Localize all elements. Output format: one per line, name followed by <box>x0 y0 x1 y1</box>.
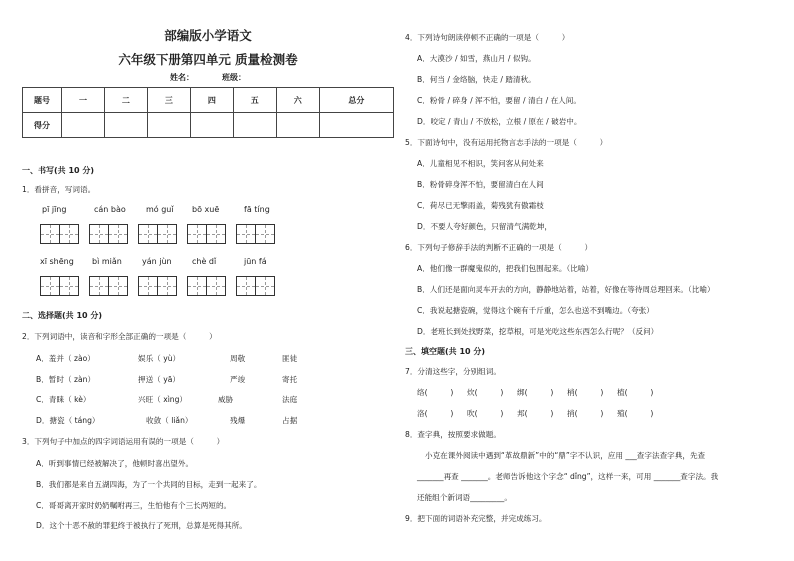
class-label: 班级： <box>222 73 246 82</box>
option-word: 威胁 <box>218 395 234 404</box>
score-cell[interactable] <box>104 113 147 138</box>
student-info <box>22 72 394 83</box>
option-word: D．搪瓷（ táng） <box>36 416 100 425</box>
section1-title: 一、书写(共 10 分) <box>22 166 95 175</box>
pinyin-label: jūn fá <box>244 257 267 266</box>
char-blank[interactable]: 洛( ) <box>417 409 454 418</box>
question-4: 4．下列诗句朗读停顿不正确的一项是（ ） <box>405 33 570 42</box>
writing-grid[interactable] <box>236 276 274 296</box>
exam-title-main: 部编版小学语文 <box>164 28 252 43</box>
char-blank[interactable]: 络( ) <box>417 388 454 397</box>
pinyin-label: cán bào <box>94 205 126 214</box>
score-cell[interactable] <box>319 113 393 138</box>
option-word: 兴旺（ xìng） <box>138 395 188 404</box>
question-3: 3．下列句子中加点的四字词语运用有误的一项是（ ） <box>22 437 225 446</box>
question-9: 9．把下面的词语补充完整，并完成练习。 <box>405 514 547 523</box>
option-line: D．这个十恶不赦的罪犯终于被执行了死刑，总算是死得其所。 <box>36 521 247 530</box>
option-word: A．羞并（ zào） <box>36 354 95 363</box>
question-5: 5．下面诗句中，没有运用托物言志手法的一项是（ ） <box>405 138 608 147</box>
exam-title-sub: 六年级下册第四单元 质量检测卷 <box>118 52 298 67</box>
question-8-text: 小克在课外阅读中遇到“革故鼎新”中的“鼎”字不认识，应用 ___查字法查字典，先查 <box>425 451 706 460</box>
pinyin-label: chè dǐ <box>192 257 217 266</box>
score-cell[interactable] <box>62 113 105 138</box>
pinyin-label: mó guǐ <box>146 205 174 214</box>
option-word: 押送（ yā） <box>138 375 180 384</box>
option-word: 娱乐（ yù） <box>138 354 181 363</box>
pinyin-label: bì miǎn <box>92 257 122 266</box>
option-line: D．咬定 / 青山 / 不放松，立根 / 原在 / 破岩中。 <box>417 117 582 126</box>
score-header-cell: 总分 <box>319 88 393 113</box>
score-header-cell: 三 <box>147 88 190 113</box>
pinyin-label: bō xuē <box>192 205 220 214</box>
score-row-label: 得分 <box>23 113 62 138</box>
option-word: 占据 <box>282 416 298 425</box>
pinyin-label: fā tíng <box>244 205 270 214</box>
option-word: B．暂时（ zàn） <box>36 375 96 384</box>
score-header-cell: 五 <box>233 88 276 113</box>
section2-title: 二、选择题(共 10 分) <box>22 311 103 320</box>
char-blank[interactable]: 绑( ) <box>517 388 554 397</box>
option-word: 周敬 <box>230 354 246 363</box>
option-line: D．不要人夸好颜色，只留清气满乾坤， <box>417 222 552 231</box>
option-word: 收敛（ liǎn） <box>146 416 193 425</box>
pinyin-label: xī shēng <box>40 257 74 266</box>
option-line: C．粉骨 / 碎身 / 浑不怕，要留 / 清白 / 在人间。 <box>417 96 581 105</box>
option-line: C．荷尽已无擎雨盖，菊残犹有傲霜枝 <box>417 201 544 210</box>
option-line: B．何当 / 金络脑，快走 / 踏清秋。 <box>417 75 536 84</box>
score-table <box>22 87 394 138</box>
score-cell[interactable] <box>233 113 276 138</box>
option-line: C．我说起搪瓷碗，觉得这个碗有千斤重，怎么也送不到嘴边。（夸张） <box>417 306 654 315</box>
score-table-score-row <box>23 113 394 138</box>
option-word: C．青睐（ kè） <box>36 395 91 404</box>
score-table-header-row <box>23 88 394 113</box>
char-blank[interactable]: 炊( ) <box>467 388 504 397</box>
question-1: 1．看拼音，写词语。 <box>22 185 96 194</box>
writing-grid[interactable] <box>89 224 127 244</box>
question-7: 7．分清这些字，分别组词。 <box>405 367 501 376</box>
question-8: 8．查字典，按照要求做题。 <box>405 430 501 439</box>
writing-grid[interactable] <box>40 224 78 244</box>
option-line: D．老班长到处找野菜，挖草根，可是光吃这些东西怎么行呢？（反问） <box>417 327 659 336</box>
option-word: 严竣 <box>230 375 246 384</box>
option-line: A．大漠沙 / 如雪，燕山月 / 似钩。 <box>417 54 536 63</box>
option-word: 法庭 <box>282 395 298 404</box>
pinyin-label: yán jùn <box>142 257 172 266</box>
writing-grid[interactable] <box>236 224 274 244</box>
question-8-text: 还能组个新词语_________。 <box>417 493 512 502</box>
char-blank[interactable]: 邦( ) <box>517 409 554 418</box>
option-line: B．粉骨碎身浑不怕，要留清白在人间 <box>417 180 544 189</box>
score-header-cell: 四 <box>190 88 233 113</box>
writing-grid[interactable] <box>40 276 78 296</box>
char-blank[interactable]: 捎( ) <box>567 409 604 418</box>
option-word: 寄托 <box>282 375 298 384</box>
score-header-cell: 二 <box>104 88 147 113</box>
option-line: A．他们像一群魔鬼似的，把我们包围起来。（比喻） <box>417 264 594 273</box>
option-line: B．人们还是面向灵车开去的方向，静静地站着，站着，好像在等待周总理回来。（比喻） <box>417 285 715 294</box>
question-2: 2．下列词语中，读音和字形全部正确的一项是（ ） <box>22 332 217 341</box>
option-word: 匪徒 <box>282 354 298 363</box>
score-header-cell: 题号 <box>23 88 62 113</box>
option-line: C．哥哥离开家时奶奶嘱咐再三，生怕他有个三长两短的。 <box>36 501 232 510</box>
score-header-cell: 一 <box>62 88 105 113</box>
char-blank[interactable]: 殖( ) <box>617 409 654 418</box>
option-line: A．儿童相见不相识，笑问客从何处来 <box>417 159 544 168</box>
score-header-cell: 六 <box>276 88 319 113</box>
writing-grid[interactable] <box>138 276 176 296</box>
score-cell[interactable] <box>190 113 233 138</box>
option-word: 残爆 <box>230 416 246 425</box>
section3-title: 三、填空题(共 10 分) <box>405 347 486 356</box>
name-label: 姓名： <box>170 73 194 82</box>
char-blank[interactable]: 吹( ) <box>467 409 504 418</box>
score-cell[interactable] <box>276 113 319 138</box>
writing-grid[interactable] <box>138 224 176 244</box>
option-line: A．听到事情已经被解决了，他顿时喜出望外。 <box>36 459 194 468</box>
writing-grid[interactable] <box>187 224 225 244</box>
question-8-text: _______再查 _______。老师告诉他这个字念“ dǐng”，这样一来，可用 _______查字法。我 <box>417 472 719 481</box>
pinyin-label: pī jīng <box>42 205 67 214</box>
score-cell[interactable] <box>147 113 190 138</box>
char-blank[interactable]: 植( ) <box>617 388 654 397</box>
writing-grid[interactable] <box>187 276 225 296</box>
writing-grid[interactable] <box>89 276 127 296</box>
option-line: B．我们都是来自五湖四海，为了一个共同的目标，走到一起来了。 <box>36 480 262 489</box>
question-6: 6．下列句子修辞手法的判断不正确的一项是（ ） <box>405 243 593 252</box>
char-blank[interactable]: 梢( ) <box>567 388 604 397</box>
